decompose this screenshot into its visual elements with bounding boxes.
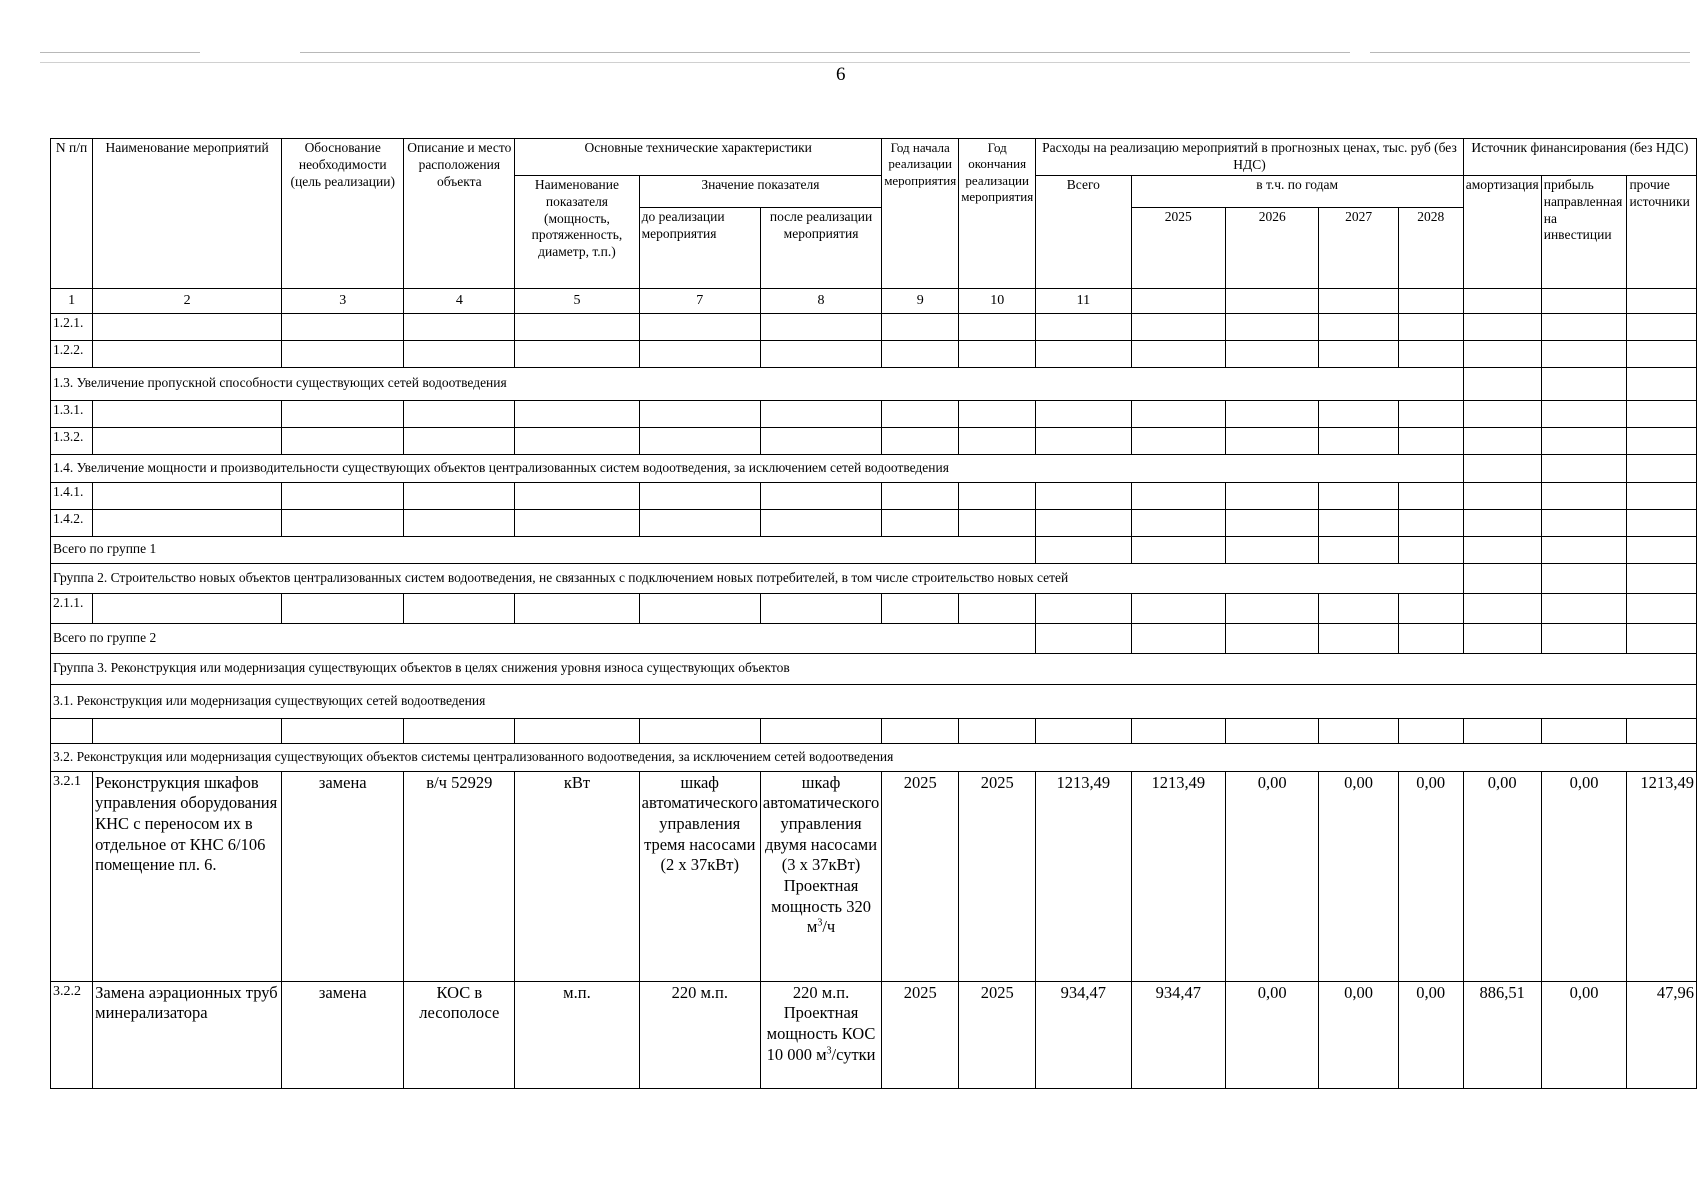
table-row <box>51 771 1697 981</box>
row-code: 1.4.1. <box>51 482 93 509</box>
justification-cell: замена <box>282 771 404 981</box>
row-code: 1.2.2. <box>51 340 93 367</box>
year-end-cell: 2025 <box>959 981 1036 1088</box>
group-total-label: Всего по группе 1 <box>51 536 1036 563</box>
value-after-text: шкаф автоматического управления двумя насосами (3 х 37кВт) Проектная мощность 320 м <box>762 772 880 937</box>
superscript: 3 <box>817 917 823 929</box>
superscript: 3 <box>826 1045 832 1057</box>
column-number: 9 <box>882 288 959 313</box>
col-header-source: Источник финансирования (без НДС) <box>1463 139 1696 176</box>
year-2025-cell: 1213,49 <box>1131 771 1225 981</box>
col-header-before: до реализации мероприятия <box>639 207 760 288</box>
value-after-cell <box>760 771 881 981</box>
year-2026-cell: 0,00 <box>1226 981 1319 1088</box>
row-code: 1.3.2. <box>51 427 93 454</box>
value-after-unit: /ч <box>822 917 836 937</box>
indicator-cell: кВт <box>515 771 639 981</box>
col-header-value: Значение показателя <box>639 175 882 207</box>
value-after-text: 220 м.п. Проектная мощность КОС 10 000 м <box>766 982 876 1064</box>
section-heading: 3.2. Реконструкция или модернизация существующих объектов системы централизованного водоотведения, за исключением сетей водоотведения <box>51 743 1697 771</box>
year-start-cell: 2025 <box>882 981 959 1088</box>
row-code: 1.3.1. <box>51 400 93 427</box>
justification-cell: замена <box>282 981 404 1088</box>
col-header-2027: 2027 <box>1319 207 1398 288</box>
column-number: 8 <box>760 288 881 313</box>
section-heading: 1.3. Увеличение пропускной способности существующих сетей водоотведения <box>51 367 1464 400</box>
section-heading: 1.4. Увеличение мощности и производительности существующих объектов централизованных систем водоотведения, за исключением сетей водоотведения <box>51 454 1464 482</box>
profit-cell: 0,00 <box>1541 771 1627 981</box>
year-end-cell: 2025 <box>959 771 1036 981</box>
group-heading: Группа 3. Реконструкция или модернизация существующих объектов в целях снижения уровня износа существующих объектов <box>51 653 1697 684</box>
scan-line <box>40 52 200 53</box>
col-header-2026: 2026 <box>1226 207 1319 288</box>
column-number: 3 <box>282 288 404 313</box>
column-number: 10 <box>959 288 1036 313</box>
col-header-year-end: Год окончания реализации мероприятия <box>959 139 1036 289</box>
value-after-unit: /сутки <box>831 1044 876 1064</box>
value-after-cell <box>760 981 881 1088</box>
column-number: 4 <box>404 288 515 313</box>
year-start-cell: 2025 <box>882 771 959 981</box>
value-before-cell: шкаф автоматического управления тремя насосами (2 х 37кВт) <box>639 771 760 981</box>
measure-name: Реконструкция шкафов управления оборудования КНС с переносом их в отдельное от КНС 6/106 помещение пл. 6. <box>93 771 282 981</box>
col-header-amortization: амортизация <box>1463 175 1541 288</box>
column-number: 11 <box>1036 288 1131 313</box>
value-before-cell: 220 м.п. <box>639 981 760 1088</box>
total-cell: 1213,49 <box>1036 771 1131 981</box>
scan-line <box>40 62 1690 63</box>
row-code: 1.2.1. <box>51 313 93 340</box>
col-header-year-start: Год начала реализации мероприятия <box>882 139 959 289</box>
amortization-cell: 886,51 <box>1463 981 1541 1088</box>
profit-cell: 0,00 <box>1541 981 1627 1088</box>
row-code: 3.2.2 <box>51 981 93 1088</box>
investment-plan-table <box>50 138 1697 1089</box>
col-header-after: после реализации мероприятия <box>760 207 881 288</box>
col-header-by-year: в т.ч. по годам <box>1131 175 1463 207</box>
table-row <box>51 981 1697 1088</box>
amortization-cell: 0,00 <box>1463 771 1541 981</box>
col-header-description: Описание и место расположения объекта <box>404 139 515 289</box>
col-header-n: N п/п <box>51 139 93 289</box>
group-heading: Группа 2. Строительство новых объектов централизованных систем водоотведения, не связанных с подключением новых потребителей, в том числе строительство новых сетей <box>51 563 1464 593</box>
col-header-name: Наименование мероприятий <box>93 139 282 289</box>
group-total-label: Всего по группе 2 <box>51 623 1036 653</box>
row-code: 2.1.1. <box>51 593 93 623</box>
other-sources-cell: 47,96 <box>1627 981 1697 1088</box>
col-header-justification: Обоснование необходимости (цель реализации) <box>282 139 404 289</box>
col-header-2025: 2025 <box>1131 207 1225 288</box>
year-2028-cell: 0,00 <box>1398 771 1463 981</box>
col-header-other: прочие источники <box>1627 175 1697 288</box>
other-sources-cell: 1213,49 <box>1627 771 1697 981</box>
indicator-cell: м.п. <box>515 981 639 1088</box>
scan-line <box>300 52 1350 53</box>
col-header-2028: 2028 <box>1398 207 1463 288</box>
column-number: 2 <box>93 288 282 313</box>
section-heading: 3.1. Реконструкция или модернизация существующих сетей водоотведения <box>51 684 1697 718</box>
col-header-costs: Расходы на реализацию мероприятий в прогнозных ценах, тыс. руб (без НДС) <box>1036 139 1464 176</box>
year-2027-cell: 0,00 <box>1319 981 1398 1088</box>
row-code: 3.2.1 <box>51 771 93 981</box>
year-2027-cell: 0,00 <box>1319 771 1398 981</box>
measure-name: Замена аэрационных труб минерализатора <box>93 981 282 1088</box>
page-number: 6 <box>836 64 846 85</box>
location-cell: КОС в лесополосе <box>404 981 515 1088</box>
year-2025-cell: 934,47 <box>1131 981 1225 1088</box>
col-header-total: Всего <box>1036 175 1131 288</box>
column-number: 1 <box>51 288 93 313</box>
scan-line <box>1370 52 1690 53</box>
column-number: 7 <box>639 288 760 313</box>
total-cell: 934,47 <box>1036 981 1131 1088</box>
col-header-tech: Основные технические характеристики <box>515 139 882 176</box>
location-cell: в/ч 52929 <box>404 771 515 981</box>
year-2026-cell: 0,00 <box>1226 771 1319 981</box>
row-code: 1.4.2. <box>51 509 93 536</box>
year-2028-cell: 0,00 <box>1398 981 1463 1088</box>
column-number: 5 <box>515 288 639 313</box>
col-header-profit: прибыль направленная на инвестиции <box>1541 175 1627 288</box>
col-header-tech-name: Наименование показателя (мощность, протяженность, диаметр, т.п.) <box>515 175 639 288</box>
